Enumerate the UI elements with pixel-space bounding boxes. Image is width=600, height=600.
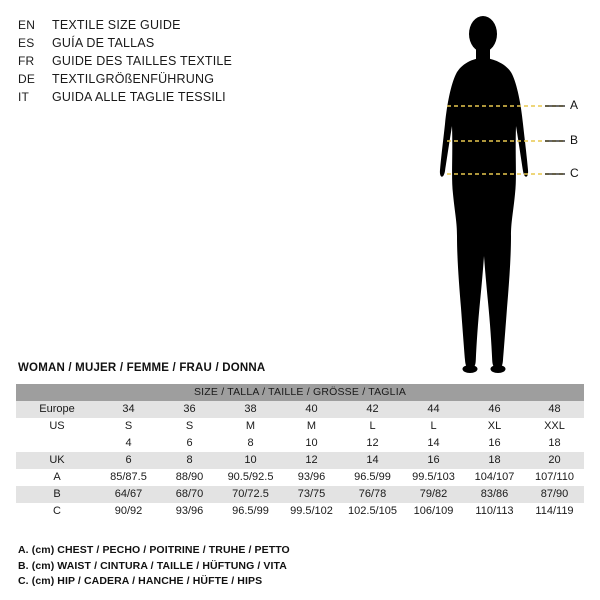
language-code: EN (18, 18, 36, 32)
legend-row-b: B. (cm) WAIST / CINTURA / TAILLE / HÜFTUNG / VITA (18, 559, 287, 572)
row-label: C (16, 503, 98, 520)
cell: 107/110 (525, 469, 584, 486)
language-title: GUIDE DES TAILLES TEXTILE (52, 54, 233, 68)
cell: 44 (403, 401, 464, 418)
cell: 99.5/102 (281, 503, 342, 520)
table-row (16, 452, 584, 469)
language-row (18, 16, 348, 34)
cell: S (98, 418, 159, 435)
cell: 4 (98, 435, 159, 452)
marker-label-b: B (570, 133, 579, 147)
female-silhouette-figure (395, 8, 595, 378)
table-row (16, 435, 584, 452)
cell: XL (464, 418, 525, 435)
cell: 88/90 (159, 469, 220, 486)
table-row (16, 503, 584, 520)
cell: 93/96 (159, 503, 220, 520)
language-row (18, 70, 348, 88)
cell: 90.5/92.5 (220, 469, 281, 486)
cell: 18 (525, 435, 584, 452)
row-label (16, 435, 98, 452)
table-header-row (16, 384, 584, 401)
cell: 40 (281, 401, 342, 418)
language-code: FR (18, 54, 35, 68)
legend-row-c: C. (cm) HIP / CADERA / HANCHE / HÜFTE / HIPS (18, 575, 263, 587)
cell: 12 (342, 435, 403, 452)
cell: 20 (525, 452, 584, 469)
language-row (18, 34, 348, 52)
table-row (16, 486, 584, 503)
table-header-label: SIZE / TALLA / TAILLE / GRÖSSE / TAGLIA (16, 384, 584, 401)
row-label: B (16, 486, 98, 503)
cell: 93/96 (281, 469, 342, 486)
cell: 96.5/99 (220, 503, 281, 520)
cell: 8 (159, 452, 220, 469)
row-label: A (16, 469, 98, 486)
size-table (16, 384, 584, 520)
table-row (16, 401, 584, 418)
cell: 73/75 (281, 486, 342, 503)
cell: 99.5/103 (403, 469, 464, 486)
row-label: Europe (16, 401, 98, 418)
language-row (18, 52, 348, 70)
cell: M (220, 418, 281, 435)
cell: 102.5/105 (342, 503, 403, 520)
cell: L (342, 418, 403, 435)
cell: 10 (220, 452, 281, 469)
cell: 106/109 (403, 503, 464, 520)
size-table-wrapper (16, 384, 584, 520)
cell: 48 (525, 401, 584, 418)
cell: 104/107 (464, 469, 525, 486)
table-row (16, 418, 584, 435)
cell: 6 (98, 452, 159, 469)
cell: 76/78 (342, 486, 403, 503)
cell: 14 (342, 452, 403, 469)
cell: 16 (403, 452, 464, 469)
cell: 64/67 (98, 486, 159, 503)
cell: 96.5/99 (342, 469, 403, 486)
cell: 10 (281, 435, 342, 452)
cell: 12 (281, 452, 342, 469)
language-title: TEXTILE SIZE GUIDE (52, 18, 181, 32)
cell: 87/90 (525, 486, 584, 503)
table-row (16, 469, 584, 486)
language-title-list (18, 16, 348, 106)
cell: 34 (98, 401, 159, 418)
language-title: TEXTILGRÖßENFÜHRUNG (52, 72, 215, 86)
cell: 70/72.5 (220, 486, 281, 503)
language-title: GUIDA ALLE TAGLIE TESSILI (52, 90, 226, 104)
cell: L (403, 418, 464, 435)
cell: 6 (159, 435, 220, 452)
language-row (18, 88, 348, 106)
language-code: DE (18, 72, 36, 86)
measurement-legend (18, 543, 578, 590)
cell: 38 (220, 401, 281, 418)
language-code: ES (18, 36, 35, 50)
cell: 68/70 (159, 486, 220, 503)
cell: 14 (403, 435, 464, 452)
marker-label-c: C (570, 166, 579, 180)
cell: 110/113 (464, 503, 525, 520)
cell: 42 (342, 401, 403, 418)
marker-label-a: A (570, 98, 579, 112)
cell: 114/119 (525, 503, 584, 520)
row-label: UK (16, 452, 98, 469)
language-code: IT (18, 90, 30, 104)
cell: 79/82 (403, 486, 464, 503)
language-title: GUÍA DE TALLAS (52, 36, 155, 50)
cell: M (281, 418, 342, 435)
cell: 46 (464, 401, 525, 418)
cell: 16 (464, 435, 525, 452)
gender-title: WOMAN / MUJER / FEMME / FRAU / DONNA (18, 362, 266, 374)
cell: XXL (525, 418, 584, 435)
cell: S (159, 418, 220, 435)
row-label: US (16, 418, 98, 435)
cell: 18 (464, 452, 525, 469)
cell: 83/86 (464, 486, 525, 503)
legend-row-a: A. (cm) CHEST / PECHO / POITRINE / TRUHE / PETTO (18, 544, 290, 556)
cell: 36 (159, 401, 220, 418)
cell: 85/87.5 (98, 469, 159, 486)
cell: 8 (220, 435, 281, 452)
cell: 90/92 (98, 503, 159, 520)
silhouette-shape (440, 16, 528, 373)
